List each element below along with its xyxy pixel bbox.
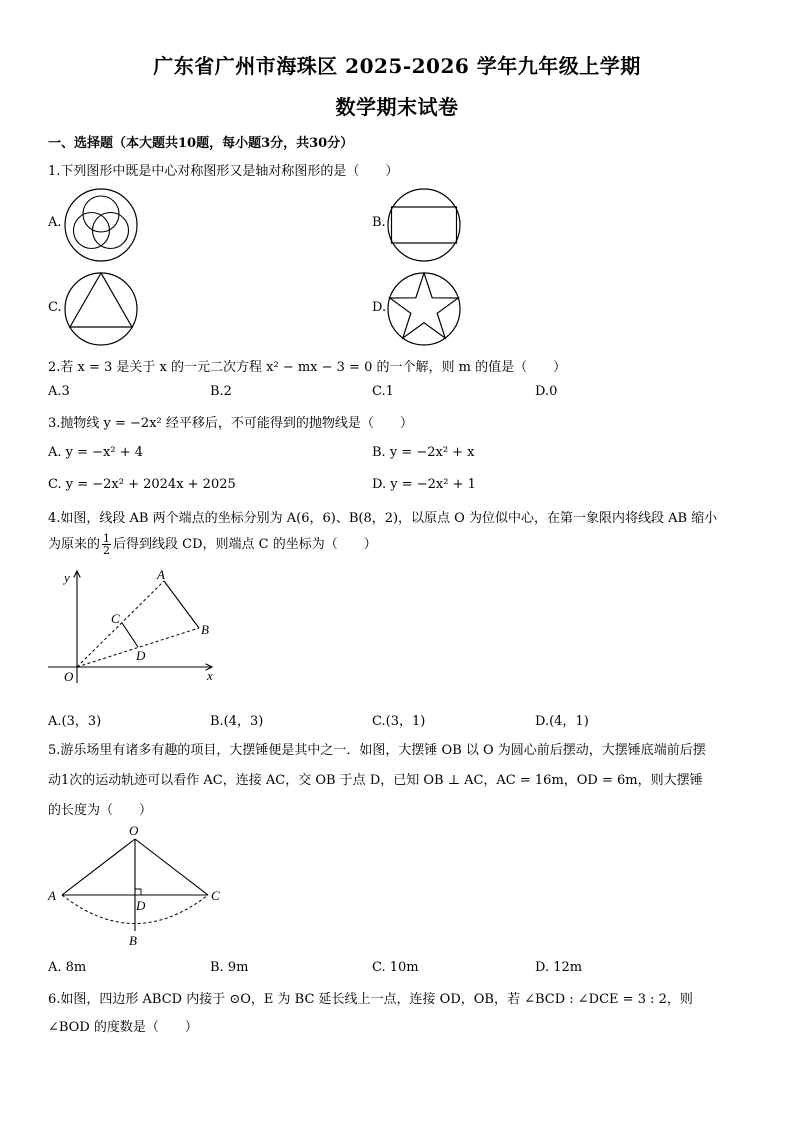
q4-segment-AB	[164, 581, 199, 628]
q2-option-d: D.0	[535, 384, 558, 399]
q4-option-b: B.(4，3)	[210, 714, 264, 729]
question-3-stem: 3.抛物线 y = −2x² 经平移后，不可能得到的抛物线是（ ）	[48, 416, 413, 431]
q3-option-c: C. y = −2x² + 2024x + 2025	[48, 477, 236, 492]
q1-figure-c	[62, 270, 140, 348]
q2-option-c: C.1	[372, 384, 394, 399]
q5-label-D: D	[136, 898, 146, 913]
q4-label-x: x	[207, 668, 213, 683]
q4-line-OA	[77, 581, 164, 667]
q5-option-b: B. 9m	[210, 960, 249, 975]
exam-title-line1: 广东省广州市海珠区 2025-2026 学年九年级上学期	[153, 54, 641, 78]
q4-label-B: B	[201, 622, 209, 637]
q1-figure-d	[385, 270, 463, 348]
q5-line-OA	[62, 839, 135, 895]
q5-right-angle-mark	[135, 889, 141, 895]
q5-label-A: A	[48, 888, 56, 903]
q4-fraction-denominator: 2	[103, 544, 111, 557]
exam-title-line2: 数学期末试卷	[335, 95, 459, 119]
q4-fraction	[102, 533, 111, 556]
q5-option-a: A. 8m	[48, 960, 87, 975]
q2-option-b: B.2	[210, 384, 232, 399]
question-5-stem-line1: 5.游乐场里有诸多有趣的项目，大摆锤便是其中之一．如图，大摆锤 OB 以 O 为圆心前后摆动，大摆锤底端前后摆	[48, 743, 706, 758]
q1-option-d-label: D.	[372, 300, 387, 315]
q4-label-A: A	[157, 567, 165, 582]
q4-coordinate-figure	[40, 565, 230, 690]
q1-figure-a	[62, 186, 140, 264]
q4-option-a: A.(3，3)	[48, 714, 102, 729]
q5-option-c: C. 10m	[372, 960, 419, 975]
q1-option-c-label: C.	[48, 300, 62, 315]
q5-option-d: D. 12m	[535, 960, 583, 975]
q4-label-D: D	[136, 648, 146, 663]
q5-label-C: C	[211, 888, 220, 903]
question-5-stem-line3: 的长度为（ ）	[48, 803, 153, 818]
question-4-stem-line1: 4.如图，线段 AB 两个端点的坐标分别为 A(6，6)、B(8，2)，以原点 O 为位似中心，在第一象限内将线段 AB 缩小	[48, 511, 718, 526]
q4-segment-CD	[122, 623, 138, 647]
q5-label-B: B	[129, 933, 137, 948]
question-6-stem-line1: 6.如图，四边形 ABCD 内接于 ⊙O，E 为 BC 延长线上一点，连接 OD，OB，若 ∠BCD : ∠DCE = 3 : 2，则	[48, 992, 693, 1007]
q3-option-a: A. y = −x² + 4	[48, 445, 144, 460]
q5-pendulum-figure	[40, 822, 240, 952]
q4-option-d: D.(4，1)	[535, 714, 589, 729]
q4-label-y: y	[64, 570, 70, 585]
q4-label-O: O	[64, 669, 74, 684]
q2-option-a: A.3	[48, 384, 70, 399]
question-2-stem: 2.若 x = 3 是关于 x 的一元二次方程 x² − mx − 3 = 0 的一个解，则 m 的值是（ ）	[48, 360, 567, 375]
q3-option-d: D. y = −2x² + 1	[372, 477, 476, 492]
q4-stem-suffix: 后得到线段 CD，则端点 C 的坐标为（ ）	[113, 537, 377, 552]
q5-label-O: O	[129, 823, 139, 838]
q5-line-OC	[135, 839, 208, 895]
question-6-stem-line2: ∠BOD 的度数是（ ）	[48, 1020, 198, 1035]
q4-option-c: C.(3，1)	[372, 714, 426, 729]
question-4-stem-line2	[48, 533, 377, 556]
q3-option-b: B. y = −2x² + x	[372, 445, 475, 460]
q4-stem-prefix: 为原来的	[48, 537, 101, 552]
q4-fraction-numerator: 1	[103, 532, 111, 545]
section-heading: 一、选择题（本大题共10题，每小题3分，共30分）	[48, 136, 354, 151]
q4-label-C: C	[111, 611, 120, 626]
q1-option-a-label: A.	[48, 215, 62, 230]
q1-option-b-label: B.	[372, 215, 386, 230]
q1-figure-b	[385, 186, 463, 264]
question-5-stem-line2: 动1次的运动轨迹可以看作 AC，连接 AC，交 OB 于点 D，已知 OB ⊥ AC，AC = 16m，OD = 6m，则大摆锤	[48, 773, 703, 788]
question-1-stem: 1.下列图形中既是中心对称图形又是轴对称图形的是（ ）	[48, 164, 399, 179]
